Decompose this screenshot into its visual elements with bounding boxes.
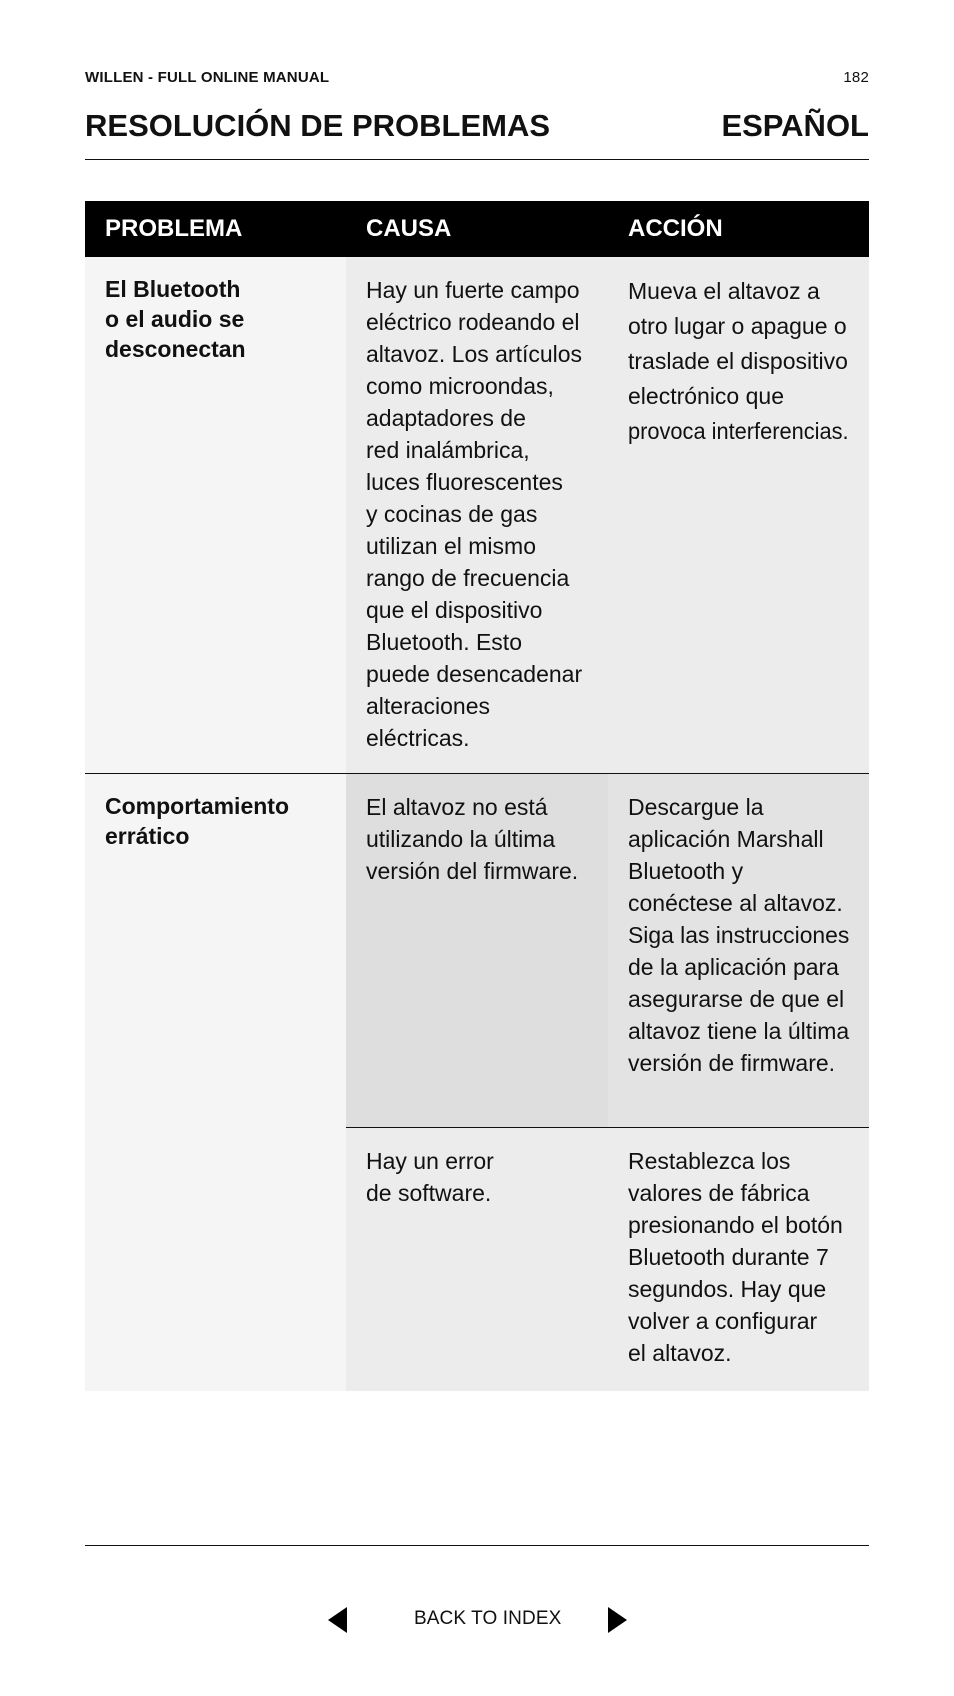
- action-text: Mueva el altavoz a: [628, 278, 820, 304]
- cause-text: utilizan el mismo: [366, 533, 536, 559]
- problem-text: El Bluetooth: [105, 276, 241, 302]
- sub-rows: [346, 774, 869, 1391]
- action-text: conéctese al altavoz.: [628, 890, 843, 916]
- triangle-left-icon[interactable]: [328, 1607, 347, 1633]
- page-header: [85, 69, 869, 86]
- action-text: presionando el botón: [628, 1212, 843, 1238]
- problem-cell: [85, 774, 346, 1391]
- action-text: altavoz tiene la última: [628, 1018, 850, 1044]
- cause-text: eléctricas.: [366, 725, 470, 751]
- cause-text: El altavoz no está: [366, 794, 548, 820]
- action-cell: [608, 1128, 869, 1391]
- action-text: otro lugar o apague o: [628, 313, 847, 339]
- action-text: el altavoz.: [628, 1340, 732, 1366]
- action-text: versión de firmware.: [628, 1050, 836, 1076]
- action-cell: [608, 257, 869, 773]
- sub-row: [346, 774, 869, 1127]
- action-text: provoca interferencias.: [628, 418, 849, 444]
- title-row: [85, 108, 869, 144]
- action-text: traslade el dispositivo: [628, 348, 848, 374]
- language-label: ESPAÑOL: [721, 108, 869, 143]
- manual-name: WILLEN - FULL ONLINE MANUAL: [85, 69, 330, 86]
- action-text: volver a configurar: [628, 1308, 818, 1334]
- action-text: segundos. Hay que: [628, 1276, 827, 1302]
- problem-text: desconectan: [105, 336, 246, 362]
- column-header-problem: PROBLEMA: [105, 215, 243, 242]
- table-header: [85, 201, 869, 257]
- footer-divider: [85, 1545, 869, 1546]
- cause-cell: [346, 774, 608, 1127]
- cause-text: de software.: [366, 1180, 492, 1206]
- cause-text: adaptadores de: [366, 405, 526, 431]
- cause-text: red inalámbrica,: [366, 437, 530, 463]
- table-row: [85, 257, 869, 773]
- cause-cell: [346, 1128, 608, 1391]
- cause-text: que el dispositivo: [366, 597, 543, 623]
- back-to-index-link[interactable]: BACK TO INDEX: [414, 1608, 562, 1629]
- column-header-action: ACCIÓN: [628, 215, 723, 242]
- action-text: Restablezca los: [628, 1148, 791, 1174]
- page-number: 182: [843, 69, 869, 86]
- cause-text: rango de frecuencia: [366, 565, 570, 591]
- cause-text: como microondas,: [366, 373, 554, 399]
- cause-text: versión del firmware.: [366, 858, 579, 884]
- action-text: Bluetooth durante 7: [628, 1244, 829, 1270]
- cause-text: luces fluorescentes: [366, 469, 563, 495]
- action-text: valores de fábrica: [628, 1180, 810, 1206]
- cause-text: alteraciones: [366, 693, 491, 719]
- cause-text: y cocinas de gas: [366, 501, 538, 527]
- cause-text: eléctrico rodeando el: [366, 309, 580, 335]
- action-text: aplicación Marshall: [628, 826, 824, 852]
- cause-text: puede desencadenar: [366, 661, 583, 687]
- cause-text: utilizando la última: [366, 826, 556, 852]
- sub-row: [346, 1128, 869, 1391]
- problem-text: errático: [105, 823, 190, 849]
- action-cell: [608, 774, 869, 1127]
- action-text: de la aplicación para: [628, 954, 839, 980]
- section-title: RESOLUCIÓN DE PROBLEMAS: [85, 108, 551, 143]
- triangle-right-icon[interactable]: [608, 1607, 627, 1633]
- problem-text: o el audio se: [105, 306, 245, 332]
- column-header-cause: CAUSA: [366, 215, 452, 242]
- action-text: Bluetooth y: [628, 858, 744, 884]
- title-divider: [85, 159, 869, 160]
- problem-text: Comportamiento: [105, 793, 289, 819]
- cause-text: altavoz. Los artículos: [366, 341, 583, 367]
- cause-text: Bluetooth. Esto: [366, 629, 522, 655]
- table-row: [85, 774, 869, 1391]
- action-text: Descargue la: [628, 794, 764, 820]
- cause-text: Hay un fuerte campo: [366, 277, 580, 303]
- problem-cell: [85, 257, 346, 773]
- action-text: Siga las instrucciones: [628, 922, 850, 948]
- troubleshooting-table: [85, 201, 869, 1391]
- action-text: asegurarse de que el: [628, 986, 845, 1012]
- action-text: electrónico que: [628, 383, 784, 409]
- cause-cell: [346, 257, 608, 773]
- cause-text: Hay un error: [366, 1148, 494, 1174]
- footer-nav: [0, 1604, 954, 1634]
